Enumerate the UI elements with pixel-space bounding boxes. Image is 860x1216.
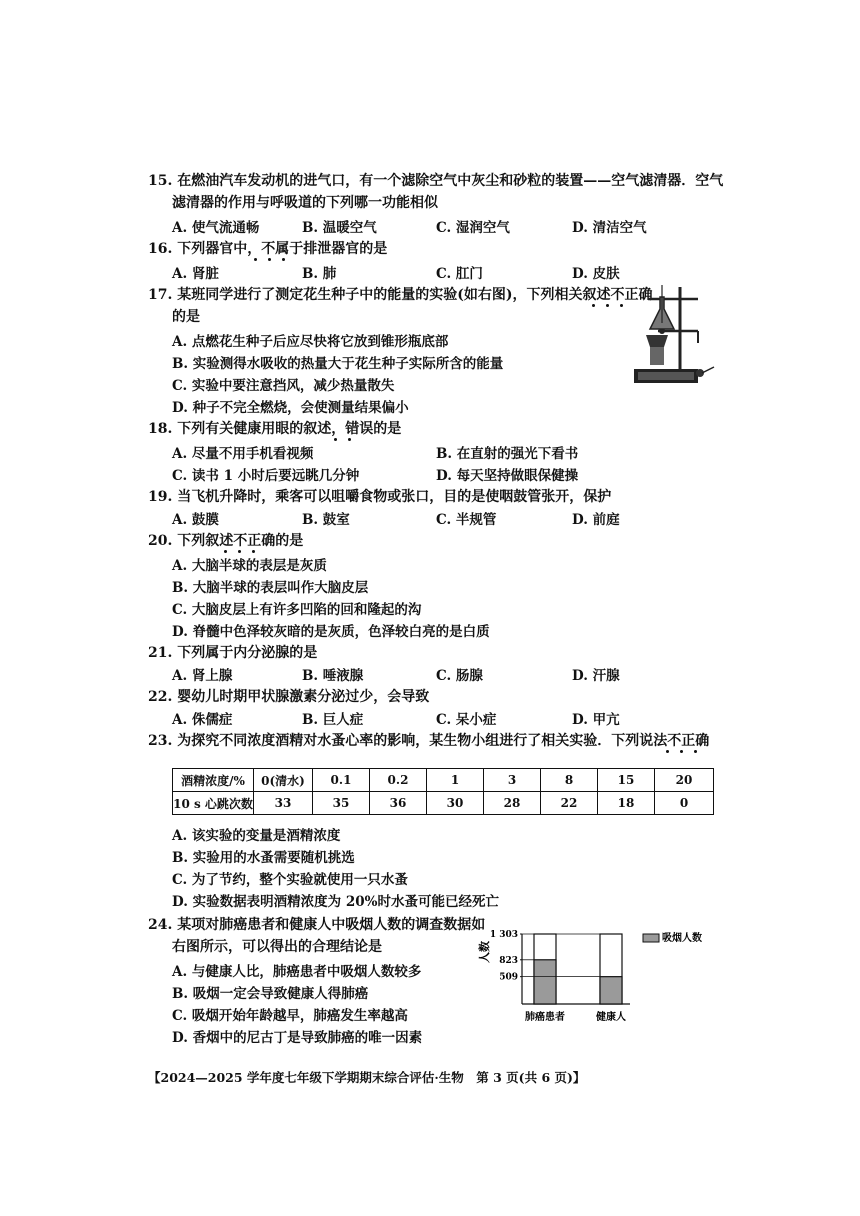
q22-option-a: A. 侏儒症	[172, 712, 233, 728]
table-row	[173, 769, 714, 792]
lab-apparatus-illustration	[628, 283, 718, 393]
y-tick-label: 823	[499, 955, 518, 966]
q18-option-a: A. 尽量不用手机看视频	[172, 446, 314, 462]
heart-rate-table	[172, 768, 714, 815]
y-axis-label: 人数	[478, 941, 491, 963]
q15-option-b: B. 温暖空气	[302, 220, 377, 236]
q24-option-b: B. 吸烟一定会导致健康人得肺癌	[172, 986, 369, 1002]
emphasis-dot	[282, 258, 285, 261]
q20-option-b: B. 大脑半球的表层叫作大脑皮层	[172, 580, 369, 596]
q16-option-d: D. 皮肤	[572, 266, 620, 282]
q18-option-c: C. 读书 1 小时后要远眺几分钟	[172, 468, 360, 484]
q17-option-b: B. 实验测得水吸收的热量大于花生种子实际所含的能量	[172, 356, 504, 372]
q16-option-b: B. 肺	[302, 266, 337, 282]
emphasis-dot	[348, 438, 351, 441]
table-cell: 22	[541, 792, 598, 815]
q16-stem: 16. 下列器官中，不属于排泄器官的是	[148, 241, 388, 257]
q19-option-d: D. 前庭	[572, 512, 620, 528]
smoker-bar	[534, 960, 556, 1004]
q21-option-a: A. 肾上腺	[172, 668, 233, 684]
table-cell: 35	[313, 792, 370, 815]
table-row	[173, 792, 714, 815]
table-row-header: 酒精浓度/%	[173, 769, 254, 792]
q22-option-b: B. 巨人症	[302, 712, 364, 728]
emphasis-dot	[592, 304, 595, 307]
q17-stem-line2: 的是	[172, 309, 200, 325]
q23-stem: 23. 为探究不同浓度酒精对水蚤心率的影响，某生物小组进行了相关实验．下列说法不正确	[148, 733, 710, 749]
table-cell: 0(清水)	[254, 769, 313, 792]
q18-option-d: D. 每天坚持做眼保健操	[436, 468, 579, 484]
q23-option-a: A. 该实验的变量是酒精浓度	[172, 828, 341, 844]
table-cell: 3	[484, 769, 541, 792]
legend-label: 吸烟人数	[662, 933, 702, 944]
q15-stem-line1: 15. 在燃油汽车发动机的进气口，有一个滤除空气中灰尘和砂粒的装置——空气滤清器．空气	[148, 173, 724, 189]
page-footer: 【2024—2025 学年度七年级下学期期末综合评估·生物 第 3 页(共 6 页)】	[148, 1070, 586, 1085]
emphasis-dot	[680, 750, 683, 753]
emphasis-dot	[254, 258, 257, 261]
table-cell: 28	[484, 792, 541, 815]
table-cell: 15	[598, 769, 655, 792]
q15-option-d: D. 清洁空气	[572, 220, 647, 236]
q24-option-a: A. 与健康人比，肺癌患者中吸烟人数较多	[172, 964, 422, 980]
table-cell: 1	[427, 769, 484, 792]
q19-stem: 19. 当飞机升降时，乘客可以咀嚼食物或张口，目的是使咽鼓管张开，保护	[148, 489, 612, 505]
table-cell: 0.1	[313, 769, 370, 792]
q24-option-d: D. 香烟中的尼古丁是导致肺癌的唯一因素	[172, 1030, 423, 1046]
q24-option-c: C. 吸烟开始年龄越早，肺癌发生率越高	[172, 1008, 408, 1024]
q15-option-c: C. 湿润空气	[436, 220, 510, 236]
emphasis-dot	[694, 750, 697, 753]
q21-option-d: D. 汗腺	[572, 668, 620, 684]
q24-stem-line1: 24. 某项对肺癌患者和健康人中吸烟人数的调查数据如	[148, 917, 486, 933]
q23-option-c: C. 为了节约，整个实验就使用一只水蚤	[172, 872, 408, 888]
q17-option-a: A. 点燃花生种子后应尽快将它放到锥形瓶底部	[172, 334, 449, 350]
q16-option-a: A. 肾脏	[172, 266, 219, 282]
q16-option-c: C. 肛门	[436, 266, 483, 282]
table-cell: 0	[655, 792, 714, 815]
table-cell: 0.2	[370, 769, 427, 792]
q19-option-c: C. 半规管	[436, 512, 497, 528]
q20-stem: 20. 下列叙述不正确的是	[148, 533, 304, 549]
emphasis-dot	[666, 750, 669, 753]
q20-option-c: C. 大脑皮层上有许多凹陷的回和隆起的沟	[172, 602, 422, 618]
q19-option-a: A. 鼓膜	[172, 512, 219, 528]
q20-option-d: D. 脊髓中色泽较灰暗的是灰质，色泽较白亮的是白质	[172, 624, 490, 640]
q21-stem: 21. 下列属于内分泌腺的是	[148, 645, 318, 661]
q23-option-b: B. 实验用的水蚤需要随机挑选	[172, 850, 355, 866]
emphasis-dot	[252, 550, 255, 553]
q19-option-b: B. 鼓室	[302, 512, 350, 528]
q15-option-a: A. 使气流通畅	[172, 220, 260, 236]
q18-stem: 18. 下列有关健康用眼的叙述，错误的是	[148, 421, 402, 437]
smoking-bar-chart	[478, 922, 728, 1032]
emphasis-dot	[620, 304, 623, 307]
q18-option-b: B. 在直射的强光下看书	[436, 446, 579, 462]
table-cell: 30	[427, 792, 484, 815]
y-tick-label: 509	[499, 972, 518, 983]
q15-stem-line2: 滤清器的作用与呼吸道的下列哪一功能相似	[172, 195, 438, 211]
q21-option-b: B. 唾液腺	[302, 668, 364, 684]
x-category-label: 肺癌患者	[525, 1012, 565, 1023]
emphasis-dot	[238, 550, 241, 553]
q20-option-a: A. 大脑半球的表层是灰质	[172, 558, 327, 574]
emphasis-dot	[606, 304, 609, 307]
table-cell: 18	[598, 792, 655, 815]
q22-option-c: C. 呆小症	[436, 712, 497, 728]
table-cell: 33	[254, 792, 313, 815]
q23-option-d: D. 实验数据表明酒精浓度为 20%时水蚤可能已经死亡	[172, 894, 499, 910]
table-cell: 36	[370, 792, 427, 815]
emphasis-dot	[334, 438, 337, 441]
q21-option-c: C. 肠腺	[436, 668, 483, 684]
y-tick-label: 1 303	[489, 930, 518, 940]
q24-stem-line2: 右图所示，可以得出的合理结论是	[172, 939, 382, 955]
legend-swatch	[643, 934, 659, 942]
q22-stem: 22. 婴幼儿时期甲状腺激素分泌过少，会导致	[148, 689, 430, 705]
table-cell: 8	[541, 769, 598, 792]
x-category-label: 健康人	[596, 1012, 626, 1023]
q17-option-c: C. 实验中要注意挡风，减少热量散失	[172, 378, 395, 394]
q17-option-d: D. 种子不完全燃烧，会使测量结果偏小	[172, 400, 409, 416]
q17-stem-line1: 17. 某班同学进行了测定花生种子中的能量的实验(如右图)，下列相关叙述不正确	[148, 287, 653, 303]
smoker-bar	[600, 977, 622, 1004]
emphasis-dot	[268, 258, 271, 261]
table-row-header: 10 s 心跳次数	[173, 792, 254, 815]
q22-option-d: D. 甲亢	[572, 712, 620, 728]
table-cell: 20	[655, 769, 714, 792]
emphasis-dot	[224, 550, 227, 553]
